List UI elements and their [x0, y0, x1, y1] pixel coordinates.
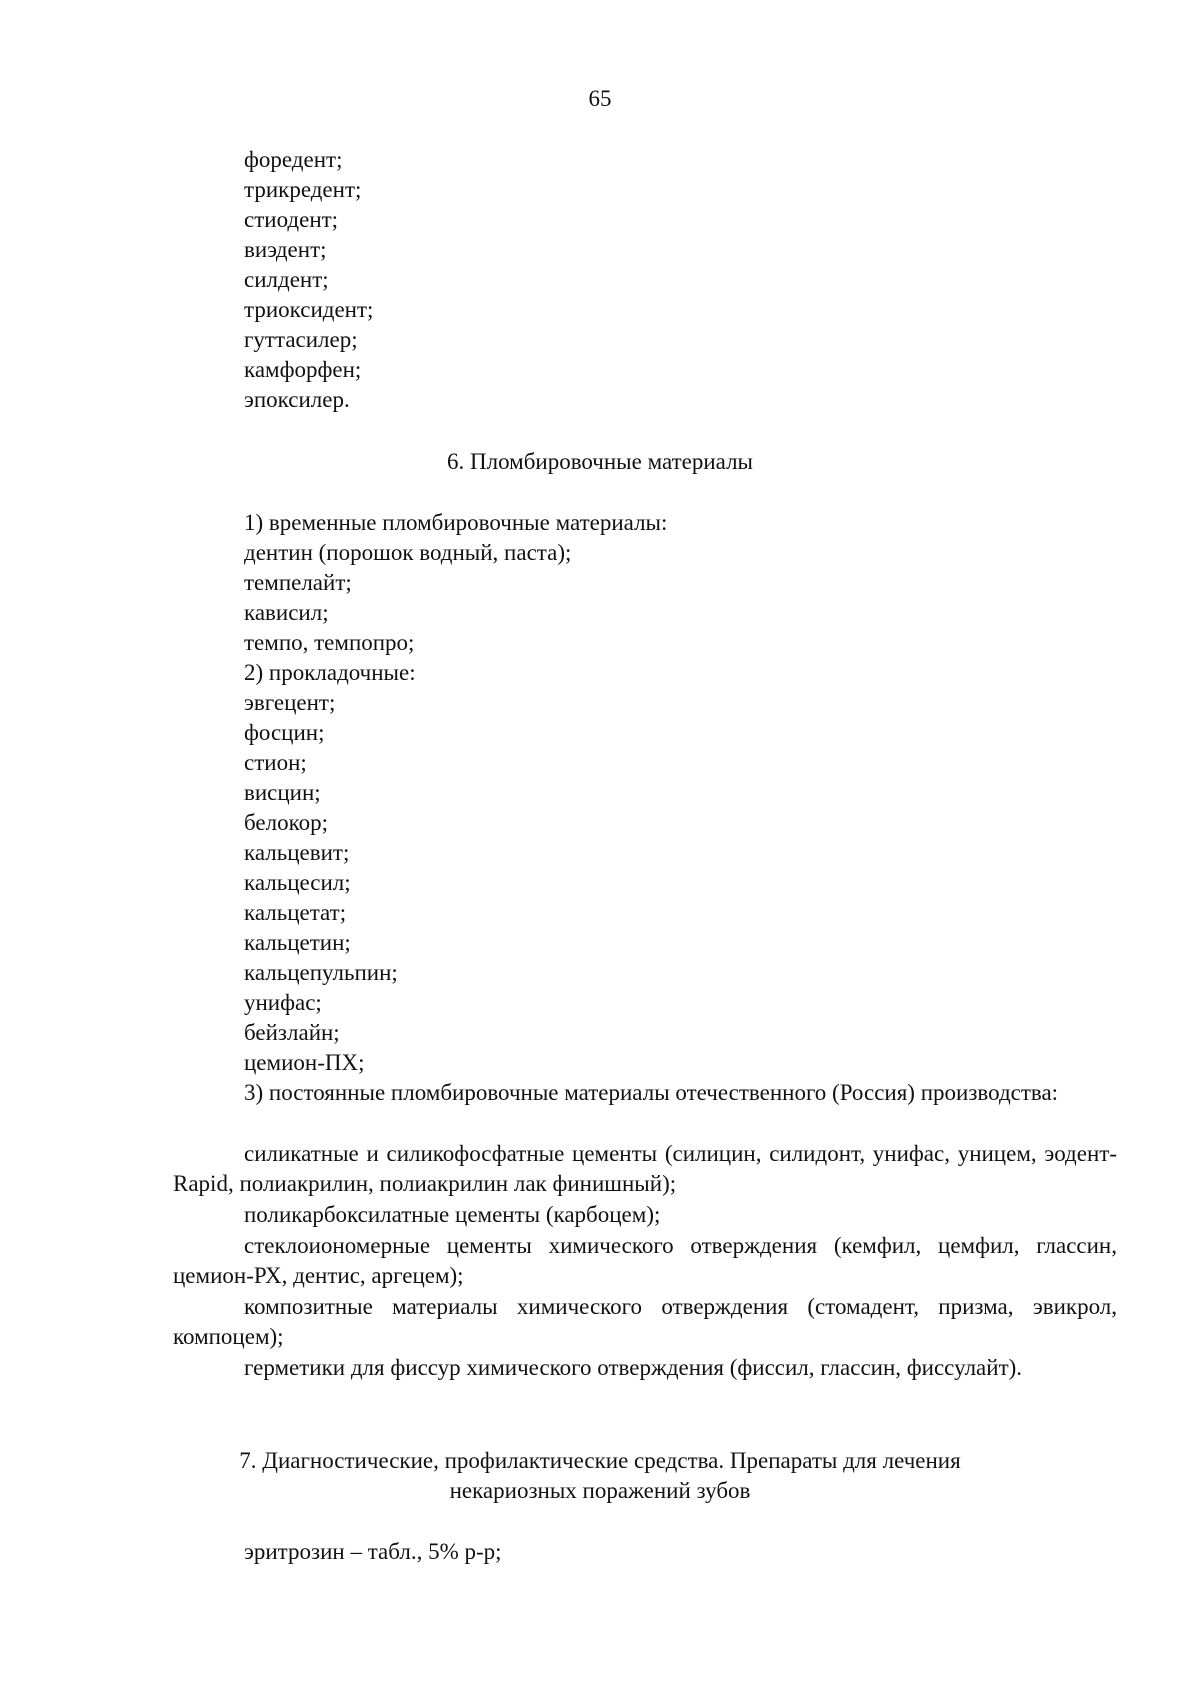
paragraph: герметики для фиссур химического отверждения (фиссил, глассин, фиссулайт). [244, 1355, 1023, 1380]
paragraph: композитные материалы химического отверждения (стомадент, призма, эвикрол, компоцем); [173, 1294, 1117, 1350]
list-item: форедент; [244, 147, 343, 172]
section-heading: 6. Пломбировочные материалы [446, 449, 754, 474]
list-item: кальцепульпин; [244, 960, 398, 985]
list-item: эвгецент; [244, 690, 336, 715]
list-item: темпелайт; [244, 570, 352, 595]
list-item: гуттасилер; [244, 327, 358, 352]
paragraph: стеклоиономерные цементы химического отверждения (кемфил, цемфил, глассин, цемион-РХ, дентис, аргецем); [173, 1233, 1117, 1289]
list-item: эпоксилер. [244, 387, 350, 412]
list-item: стион; [244, 750, 307, 775]
section-heading-continued: некариозных поражений зубов [449, 1478, 751, 1503]
paragraph: поликарбоксилатные цементы (карбоцем); [244, 1202, 661, 1227]
list-item: эритрозин – табл., 5% р-р; [244, 1539, 502, 1564]
list-item: виэдент; [244, 237, 327, 262]
list-item: бейзлайн; [244, 1020, 340, 1045]
section-heading: 7. Диагностические, профилактические средства. Препараты для лечения [239, 1448, 961, 1473]
list-item: 2) прокладочные: [244, 660, 416, 685]
list-item: триоксидент; [244, 297, 374, 322]
list-item: кальцевит; [244, 840, 350, 865]
list-item: белокор; [244, 810, 328, 835]
list-item: кальцетин; [244, 930, 351, 955]
paragraph: силикатные и силикофосфатные цементы (силицин, силидонт, унифас, уницем, эодент-Rapid, полиакрилин, полиакрилин лак финишный); [173, 1141, 1117, 1197]
paragraph: 3) постоянные пломбировочные материалы отечественного (Россия) производства: [244, 1080, 1059, 1105]
list-item: стиодент; [244, 207, 339, 232]
page-number: 65 [588, 86, 612, 111]
list-item: цемион-ПХ; [244, 1050, 365, 1075]
list-item: кависил; [244, 600, 329, 625]
list-item: трикредент; [244, 177, 362, 202]
list-item: унифас; [244, 990, 322, 1015]
list-item: 1) временные пломбировочные материалы: [244, 510, 668, 535]
list-item: дентин (порошок водный, паста); [244, 540, 572, 565]
list-item: кальцетат; [244, 900, 347, 925]
list-item: темпо, темпопро; [244, 630, 415, 655]
list-item: висцин; [244, 780, 321, 805]
list-item: камфорфен; [244, 357, 362, 382]
list-item: силдент; [244, 267, 329, 292]
list-item: кальцесил; [244, 870, 351, 895]
list-item: фосцин; [244, 720, 325, 745]
